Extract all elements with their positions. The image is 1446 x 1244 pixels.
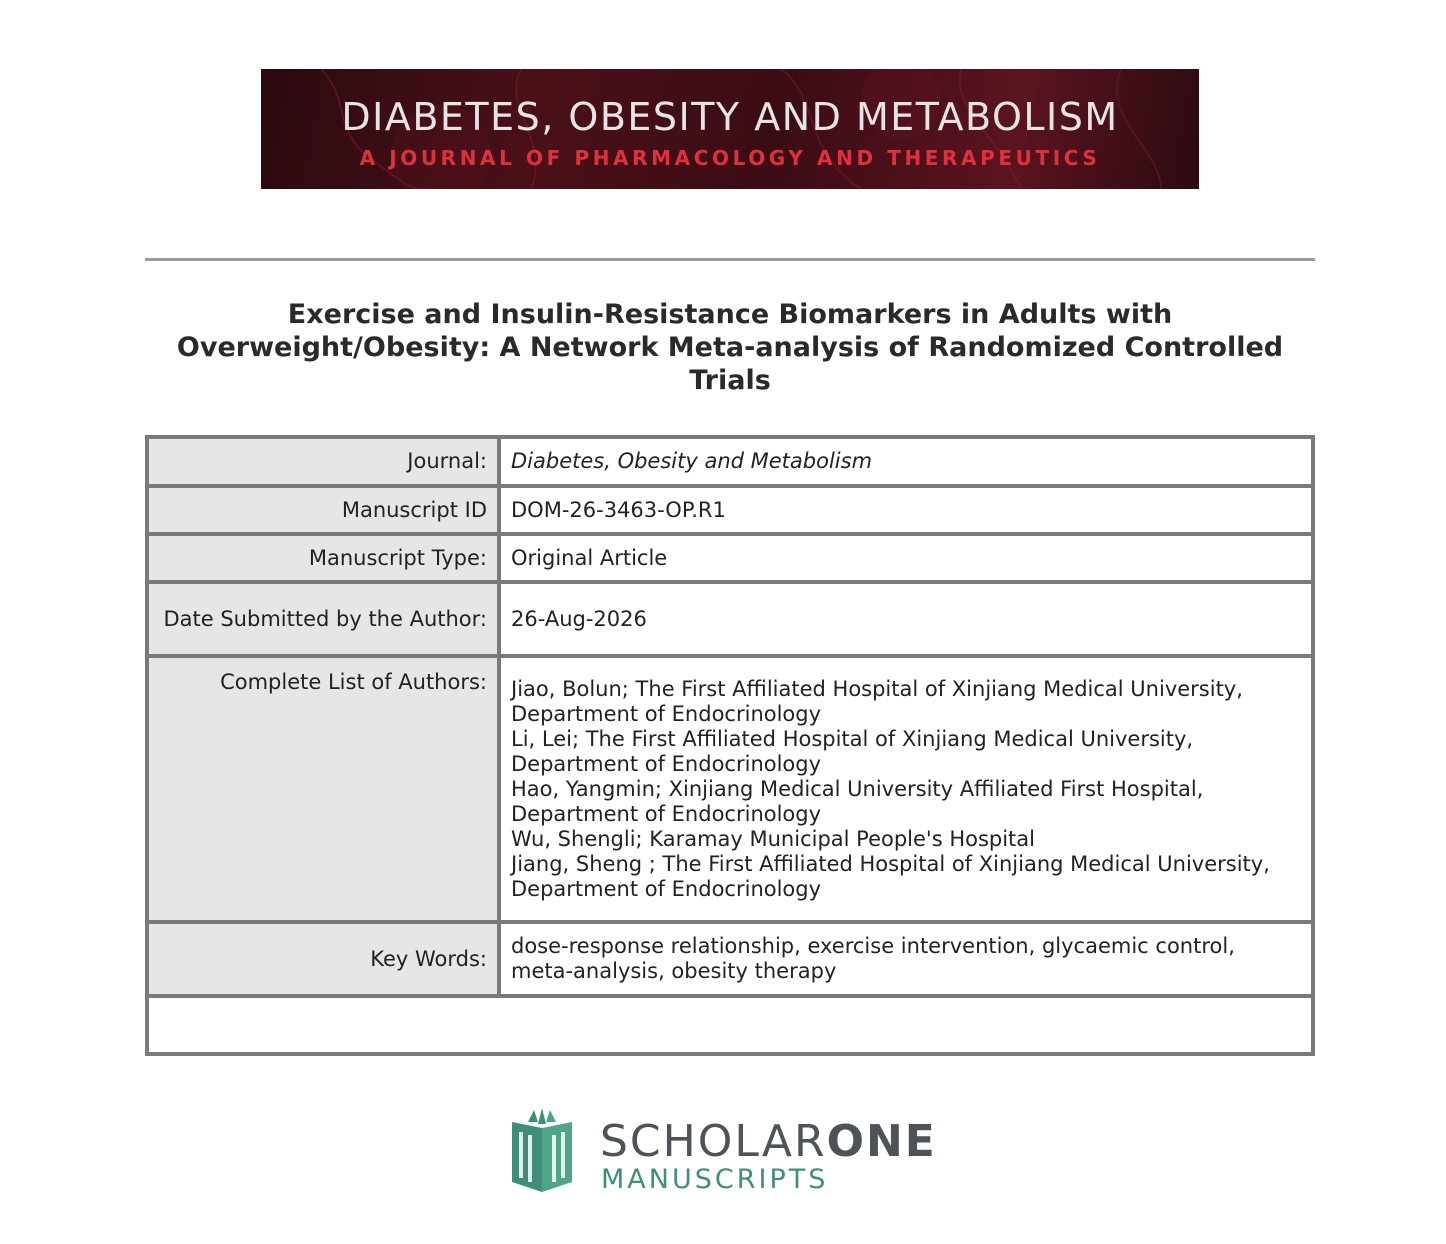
author-line: Department of Endocrinology: [511, 801, 822, 826]
table-row: [147, 437, 1313, 486]
author-line: Jiao, Bolun; The First Affiliated Hospital of Xinjiang Medical University,: [511, 676, 1243, 701]
journal-label: Journal:: [147, 437, 499, 486]
table-row-empty: [147, 996, 1313, 1054]
date-submitted-label: Date Submitted by the Author:: [147, 582, 499, 656]
journal-value: Diabetes, Obesity and Metabolism: [499, 437, 1313, 486]
manuscript-id-label: Manuscript ID: [147, 486, 499, 534]
author-line: Department of Endocrinology: [511, 701, 822, 726]
scholarone-logo: [508, 1108, 958, 1198]
manuscript-title: Exercise and Insulin-Resistance Biomarkers in Adults with Overweight/Obesity: A Network Meta-analysis of Randomized Controlled Trials: [176, 299, 1284, 396]
table-row: [147, 534, 1313, 582]
logo-word-manuscripts: MANUSCRIPTS: [601, 1164, 829, 1195]
open-book-icon: [508, 1108, 576, 1192]
banner-journal-subtitle: A JOURNAL OF PHARMACOLOGY AND THERAPEUTICS: [359, 146, 1101, 170]
date-submitted-value: 26-Aug-2026: [499, 582, 1313, 656]
table-row: [147, 582, 1313, 656]
manuscript-id-value: DOM-26-3463-OP.R1: [499, 486, 1313, 534]
journal-banner: [261, 69, 1199, 189]
table-row: [147, 486, 1313, 534]
manuscript-type-label: Manuscript Type:: [147, 534, 499, 582]
logo-wordmark: [600, 1116, 937, 1167]
author-line: Li, Lei; The First Affiliated Hospital of Xinjiang Medical University,: [511, 726, 1194, 751]
keywords-value: dose-response relationship, exercise intervention, glycaemic control, meta-analysis, obesity therapy: [499, 922, 1313, 996]
header-divider: [145, 258, 1315, 261]
logo-word-scholar: SCHOLAR: [600, 1116, 827, 1167]
keywords-label: Key Words:: [147, 922, 499, 996]
manuscript-details-table: [145, 435, 1315, 1056]
author-line: Department of Endocrinology: [511, 876, 822, 901]
author-line: Department of Endocrinology: [511, 751, 822, 776]
author-line: Wu, Shengli; Karamay Municipal People's Hospital: [511, 826, 1035, 851]
author-line: Jiang, Sheng ; The First Affiliated Hospital of Xinjiang Medical University,: [511, 851, 1270, 876]
author-line: Hao, Yangmin; Xinjiang Medical University Affiliated First Hospital,: [511, 776, 1204, 801]
table-row: [147, 656, 1313, 922]
table-row: [147, 922, 1313, 996]
authors-value: [499, 656, 1313, 922]
empty-cell: [147, 996, 1313, 1054]
manuscript-type-value: Original Article: [499, 534, 1313, 582]
banner-journal-title: DIABETES, OBESITY AND METABOLISM: [341, 95, 1119, 139]
logo-word-one: ONE: [826, 1116, 937, 1167]
authors-label: Complete List of Authors:: [147, 656, 499, 922]
